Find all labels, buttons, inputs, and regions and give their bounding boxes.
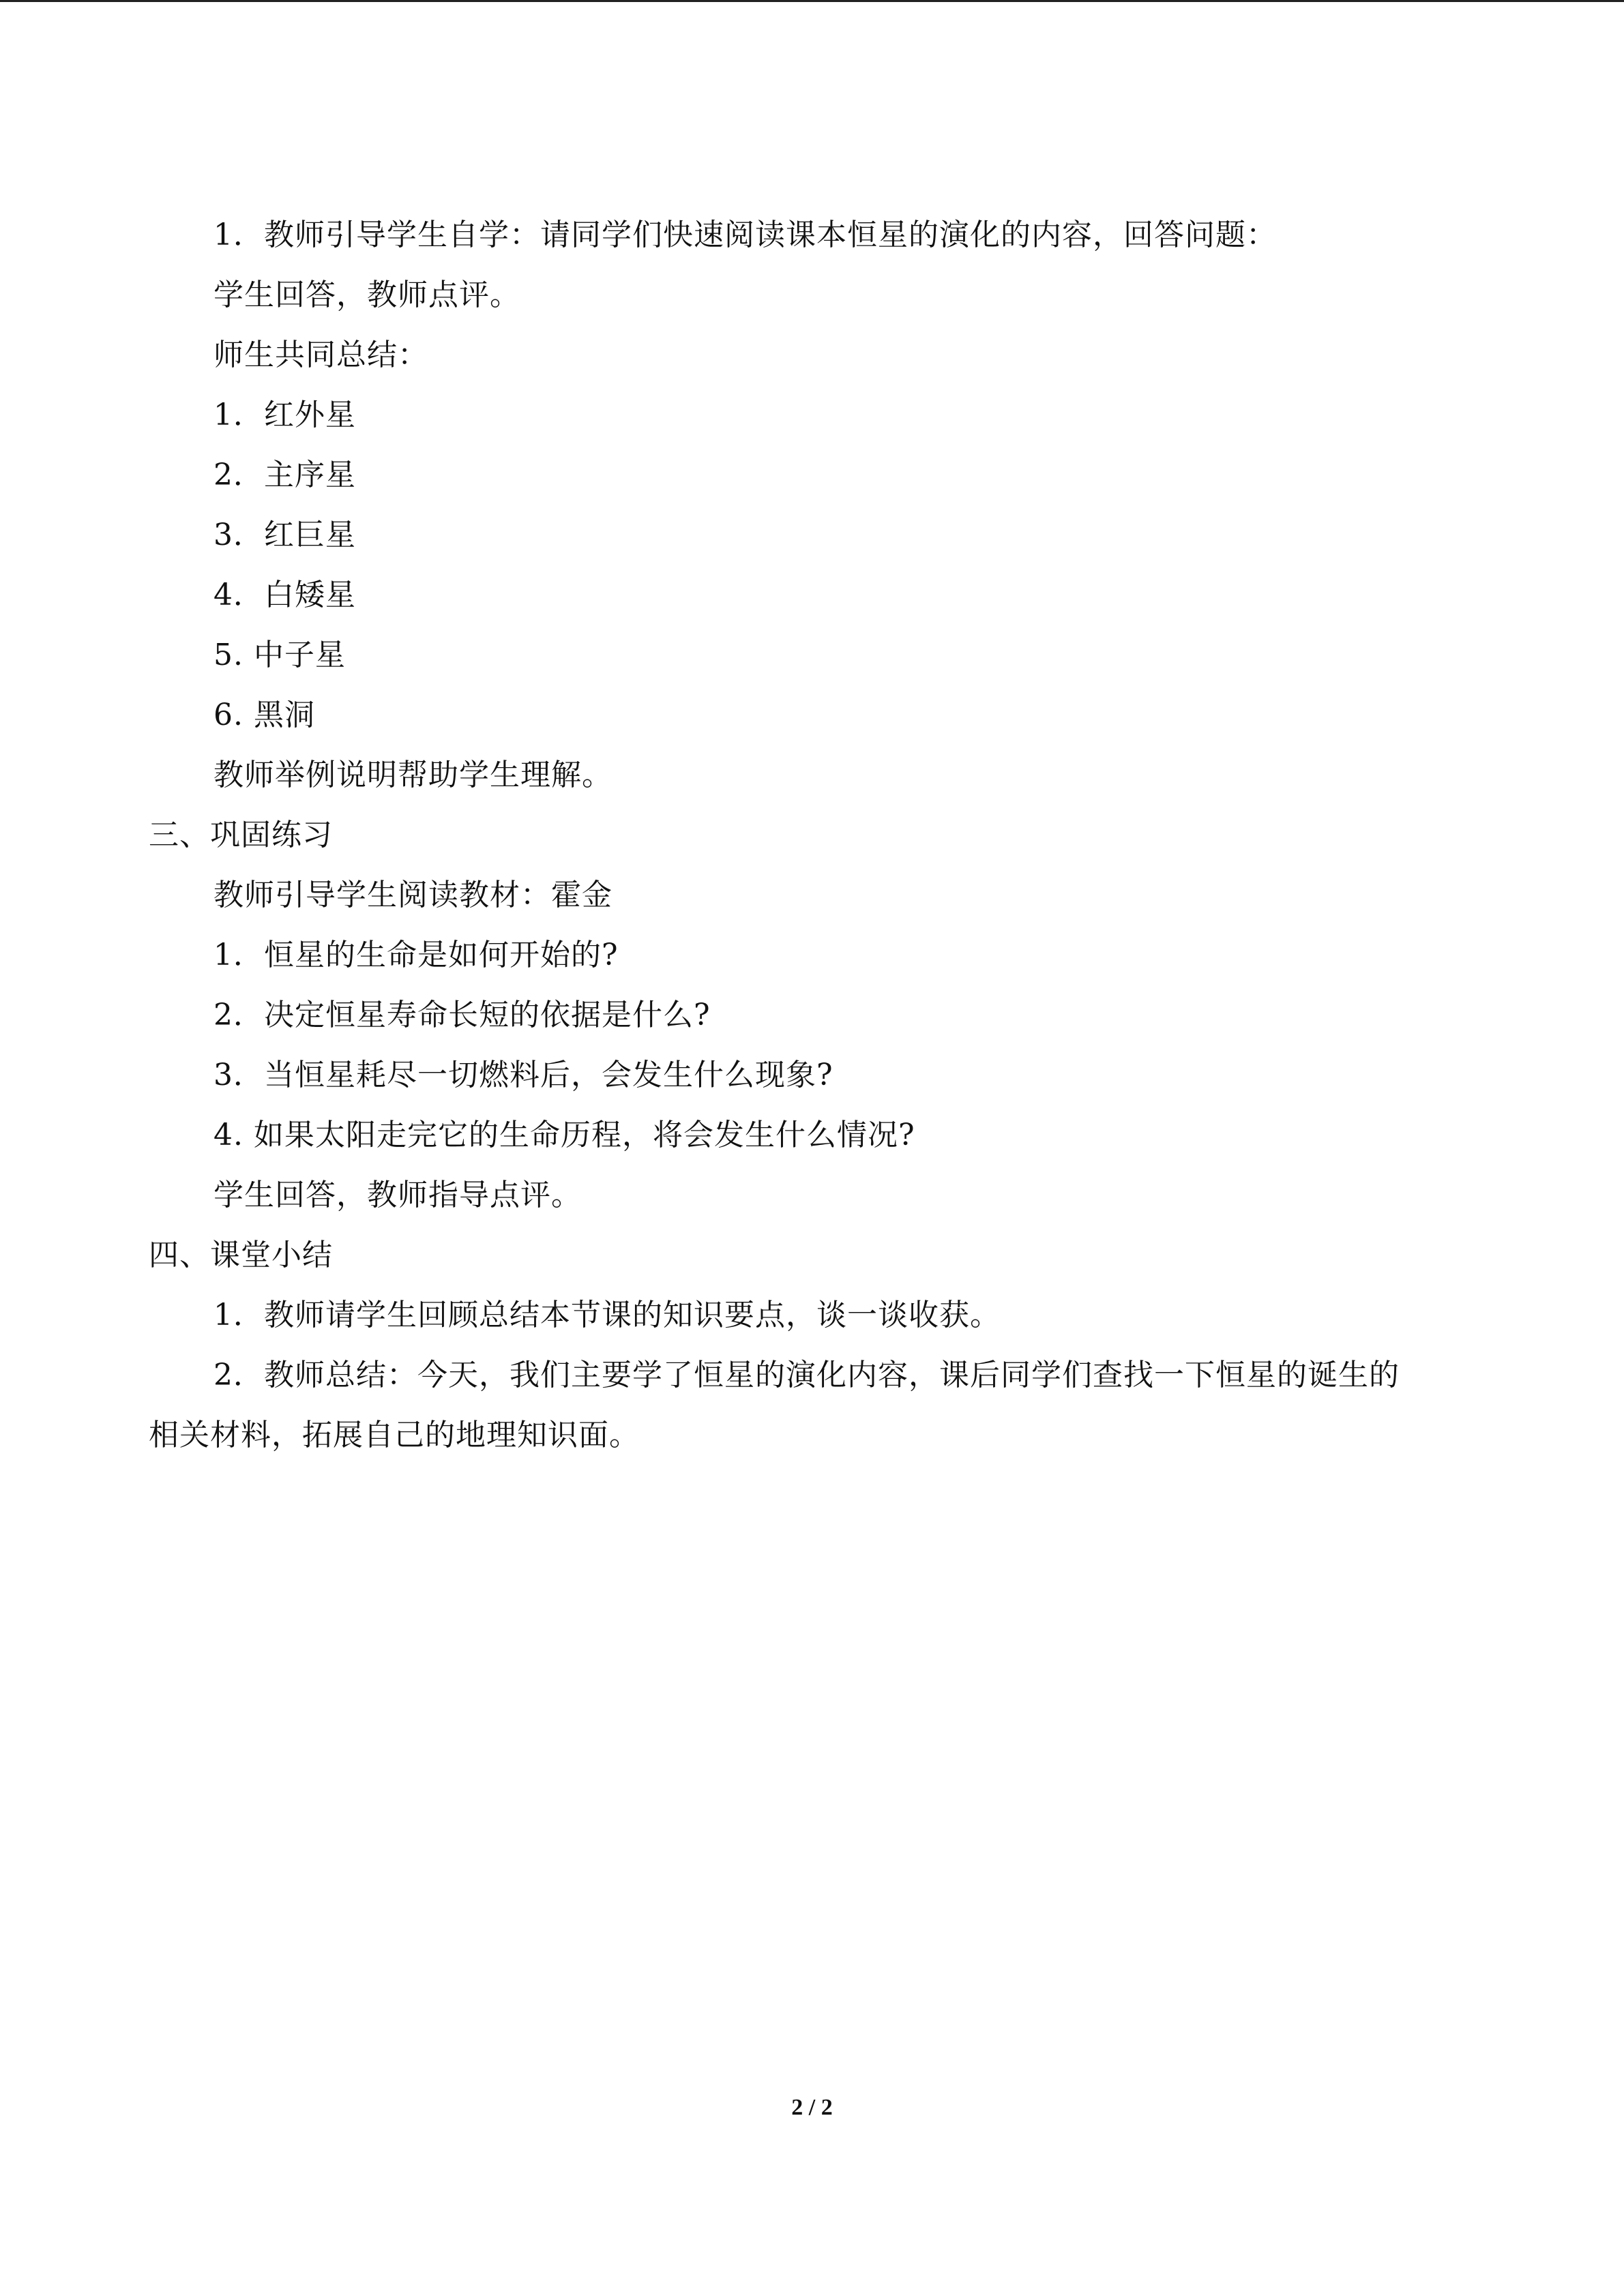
paragraph-summary-intro: 师生共同总结： xyxy=(213,338,428,372)
page-number: 2 / 2 xyxy=(791,2095,833,2120)
list-item-neutron-star: 5. 中子星 xyxy=(213,638,346,672)
paragraph-reading-hawking: 教师引导学生阅读教材：霍金 xyxy=(213,878,612,912)
list-item-black-hole: 6. 黑洞 xyxy=(213,698,315,732)
question-1: 1．恒星的生命是如何开始的? xyxy=(213,938,619,972)
list-item-main-sequence-star: 2．主序星 xyxy=(213,458,356,492)
section-heading-practice: 三、巩固练习 xyxy=(149,818,333,852)
paragraph-teacher-summary: 2．教师总结：今天，我们主要学了恒星的演化内容，课后同学们查找一下恒星的诞生的 xyxy=(213,1358,1400,1392)
list-item-white-dwarf: 4．白矮星 xyxy=(213,578,356,612)
question-4: 4. 如果太阳走完它的生命历程，将会发生什么情况? xyxy=(213,1118,915,1152)
paragraph-review-points: 1．教师请学生回顾总结本节课的知识要点，谈一谈收获。 xyxy=(213,1298,1001,1332)
list-item-red-giant: 3．红巨星 xyxy=(213,518,356,552)
paragraph-student-answer: 学生回答，教师点评。 xyxy=(213,278,520,312)
paragraph-teacher-summary-continued: 相关材料，拓展自己的地理知识面。 xyxy=(149,1418,640,1452)
paragraph-self-study-instruction: 1．教师引导学生自学：请同学们快速阅读课本恒星的演化的内容，回答问题： xyxy=(213,218,1277,252)
question-2: 2．决定恒星寿命长短的依据是什么? xyxy=(213,998,711,1032)
list-item-infrared-star: 1．红外星 xyxy=(213,398,356,432)
section-heading-summary: 四、课堂小结 xyxy=(149,1238,333,1272)
question-3: 3．当恒星耗尽一切燃料后，会发生什么现象? xyxy=(213,1058,833,1092)
paragraph-student-answer-guided: 学生回答，教师指导点评。 xyxy=(213,1178,582,1212)
paragraph-teacher-example: 教师举例说明帮助学生理解。 xyxy=(213,758,612,792)
